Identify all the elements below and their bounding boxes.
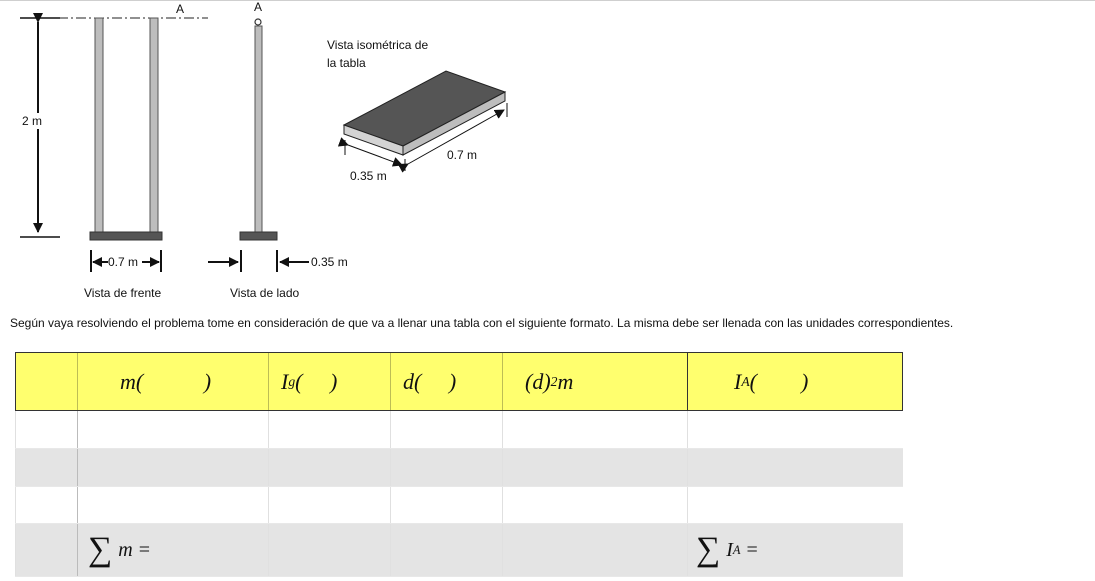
sum-m-equals: = [138, 538, 150, 561]
side-post [255, 26, 262, 232]
side-view-caption: Vista de lado [230, 286, 300, 300]
table-cell[interactable] [503, 486, 688, 524]
section-marker-side: A [254, 0, 263, 14]
iso-caption-line2: la tabla [327, 56, 366, 70]
side-width-dimension-label: 0.35 m [311, 255, 348, 269]
header-ia-paren: ( ) [749, 368, 809, 394]
front-post-left [95, 18, 103, 232]
header-ig-paren: ( ) [295, 368, 338, 394]
sum-ia-cell[interactable] [688, 524, 903, 577]
header-m-paren: ( ) [135, 368, 212, 394]
header-ia-cell [688, 353, 903, 411]
header-ia-symbol: I [734, 368, 742, 394]
table-cell[interactable] [503, 448, 688, 486]
table-cell[interactable] [391, 411, 503, 449]
table-cell[interactable] [16, 524, 78, 577]
table-cell[interactable] [78, 448, 269, 486]
table-cell[interactable] [269, 411, 391, 449]
table-cell[interactable] [269, 448, 391, 486]
table-cell[interactable] [16, 448, 78, 486]
sum-m-label: m [118, 538, 133, 561]
header-ig-subscript: g [288, 373, 296, 389]
front-post-right [150, 18, 158, 232]
table-cell[interactable] [391, 524, 503, 577]
header-d-symbol: d [403, 368, 414, 394]
header-ig-cell [269, 353, 391, 411]
sum-ia-subscript: A [732, 542, 741, 557]
header-d2m-exponent: 2 [550, 373, 558, 389]
sum-m-cell[interactable] [78, 524, 269, 577]
table-cell[interactable] [391, 486, 503, 524]
table-sum-row [16, 524, 903, 577]
header-d-cell [391, 353, 503, 411]
header-d2m-d: (d) [525, 368, 551, 394]
iso-length-dimension-label: 0.7 m [447, 148, 478, 162]
header-ia-subscript: A [741, 373, 750, 389]
header-m-cell [78, 353, 269, 411]
header-index-cell [16, 353, 78, 411]
results-table [15, 352, 903, 577]
table-cell[interactable] [688, 486, 903, 524]
front-view-caption: Vista de frente [84, 286, 162, 300]
table-row [16, 448, 903, 486]
side-post-cap [255, 19, 261, 25]
header-d2m-cell [503, 353, 688, 411]
iso-caption-line1: Vista isométrica de [327, 38, 429, 52]
table-cell[interactable] [78, 486, 269, 524]
table-cell[interactable] [16, 486, 78, 524]
table-cell[interactable] [391, 448, 503, 486]
table-row [16, 486, 903, 524]
header-ig-symbol: I [281, 368, 289, 394]
table-cell[interactable] [503, 411, 688, 449]
sum-ia-equals: = [746, 538, 758, 561]
sum-ia-symbol: I [726, 538, 733, 561]
table-header-row [16, 353, 903, 411]
sigma-symbol: ∑ [88, 531, 113, 569]
table-cell[interactable] [688, 411, 903, 449]
table-cell[interactable] [269, 524, 391, 577]
section-marker-front: A [176, 2, 185, 16]
table-cell[interactable] [16, 411, 78, 449]
sigma-symbol: ∑ [696, 531, 721, 569]
header-d2m-m: m [557, 368, 574, 394]
table-cell[interactable] [78, 411, 269, 449]
instruction-text: Según vaya resolviendo el problema tome en consideración de que va a llenar una tabla con el siguiente formato. La misma debe ser llenada con las unidades correspondientes. [10, 316, 954, 330]
side-base-board [240, 232, 277, 240]
table-row [16, 411, 903, 449]
height-dimension-label: 2 m [22, 114, 43, 128]
header-d-paren: ( ) [414, 368, 457, 394]
table-cell[interactable] [688, 448, 903, 486]
iso-width-dimension-label: 0.35 m [350, 169, 387, 183]
front-width-dimension-label: 0.7 m [108, 255, 139, 269]
header-m-symbol: m [120, 368, 136, 394]
table-cell[interactable] [269, 486, 391, 524]
table-cell[interactable] [503, 524, 688, 577]
front-base-board [90, 232, 162, 240]
